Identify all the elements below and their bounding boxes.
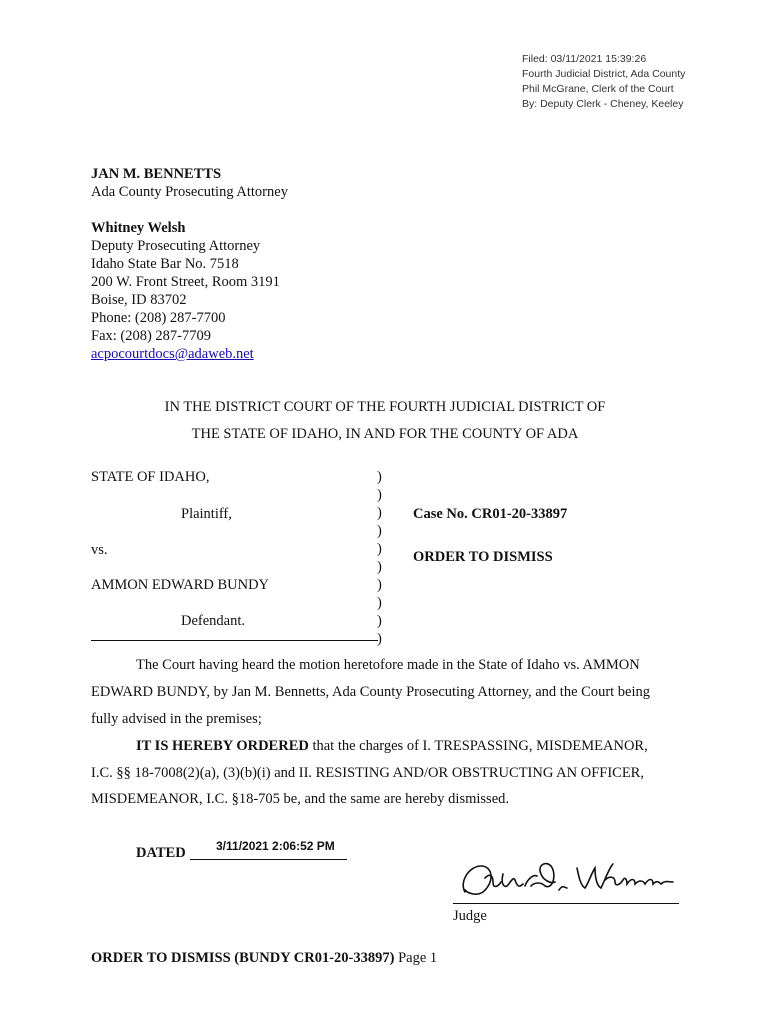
caption-paren: ) — [377, 487, 382, 503]
order-charges: that the charges of I. TRESPASSING, MISDEMEANOR, — [308, 738, 648, 754]
footer-page: Page 1 — [394, 950, 438, 966]
dated-label: DATED — [136, 845, 186, 861]
caption-paren: ) — [377, 505, 382, 521]
deputy-phone: Phone: (208) 287-7700 — [91, 310, 226, 326]
court-heading-line1: IN THE DISTRICT COURT OF THE FOURTH JUDICIAL DISTRICT OF — [164, 399, 606, 415]
plaintiff-name: STATE OF IDAHO, — [91, 469, 210, 485]
paragraph-2-line-3: MISDEMEANOR, I.C. §18-705 be, and the same are hereby dismissed. — [91, 791, 510, 807]
caption-paren: ) — [377, 577, 382, 593]
deputy-email-link[interactable]: acpocourtdocs@adaweb.net — [91, 346, 254, 362]
signature-stroke-1 — [463, 864, 567, 895]
document-title: ORDER TO DISMISS — [413, 549, 553, 565]
dated-value: 3/11/2021 2:06:52 PM — [216, 839, 335, 853]
paragraph-1-line-2: EDWARD BUNDY, by Jan M. Bennetts, Ada County Prosecuting Attorney, and the Court being — [91, 684, 651, 700]
filed-by: By: Deputy Clerk - Cheney, Keeley — [522, 98, 684, 110]
case-number: Case No. CR01-20-33897 — [413, 506, 568, 522]
deputy-bar-number: Idaho State Bar No. 7518 — [91, 256, 239, 272]
judge-signature — [455, 852, 680, 902]
paragraph-1-line-3: fully advised in the premises; — [91, 711, 262, 727]
paragraph-2-line-2: I.C. §§ 18-7008(2)(a), (3)(b)(i) and II. RESISTING AND/OR OBSTRUCTING AN OFFICER, — [91, 765, 644, 781]
versus-label: vs. — [91, 542, 108, 558]
deputy-street: 200 W. Front Street, Room 3191 — [91, 274, 280, 290]
order-phrase: IT IS HEREBY ORDERED — [136, 738, 309, 754]
filed-timestamp: Filed: 03/11/2021 15:39:26 — [522, 53, 647, 65]
dated-underline — [190, 859, 347, 860]
court-heading-line2: THE STATE OF IDAHO, IN AND FOR THE COUNTY OF ADA — [191, 426, 579, 442]
caption-paren: ) — [377, 559, 382, 575]
paragraph-2-line-1 — [136, 738, 648, 755]
deputy-city: Boise, ID 83702 — [91, 292, 187, 308]
signature-stroke-2 — [577, 864, 673, 888]
footer-title: ORDER TO DISMISS (BUNDY CR01-20-33897) — [91, 950, 395, 966]
defendant-role: Defendant. — [181, 613, 246, 629]
caption-paren: ) — [377, 541, 382, 557]
signature-line — [453, 903, 679, 904]
judge-label: Judge — [453, 908, 487, 924]
caption-divider — [91, 640, 378, 641]
caption-paren: ) — [377, 613, 382, 629]
caption-paren: ) — [377, 469, 382, 485]
deputy-fax: Fax: (208) 287-7709 — [91, 328, 212, 344]
filed-district: Fourth Judicial District, Ada County — [522, 68, 686, 80]
plaintiff-role: Plaintiff, — [181, 506, 232, 522]
footer — [91, 950, 437, 967]
defendant-name: AMMON EDWARD BUNDY — [91, 577, 270, 593]
caption-paren: ) — [377, 631, 382, 647]
deputy-name: Whitney Welsh — [91, 220, 186, 236]
caption-paren: ) — [377, 523, 382, 539]
filed-clerk: Phil McGrane, Clerk of the Court — [522, 83, 674, 95]
filing-stamp — [522, 52, 685, 112]
attorney-name: JAN M. BENNETTS — [91, 166, 222, 182]
deputy-title: Deputy Prosecuting Attorney — [91, 238, 261, 254]
attorney-title: Ada County Prosecuting Attorney — [91, 184, 288, 200]
caption-paren: ) — [377, 595, 382, 611]
paragraph-1-line-1: The Court having heard the motion heretofore made in the State of Idaho vs. AMMON — [136, 657, 640, 673]
